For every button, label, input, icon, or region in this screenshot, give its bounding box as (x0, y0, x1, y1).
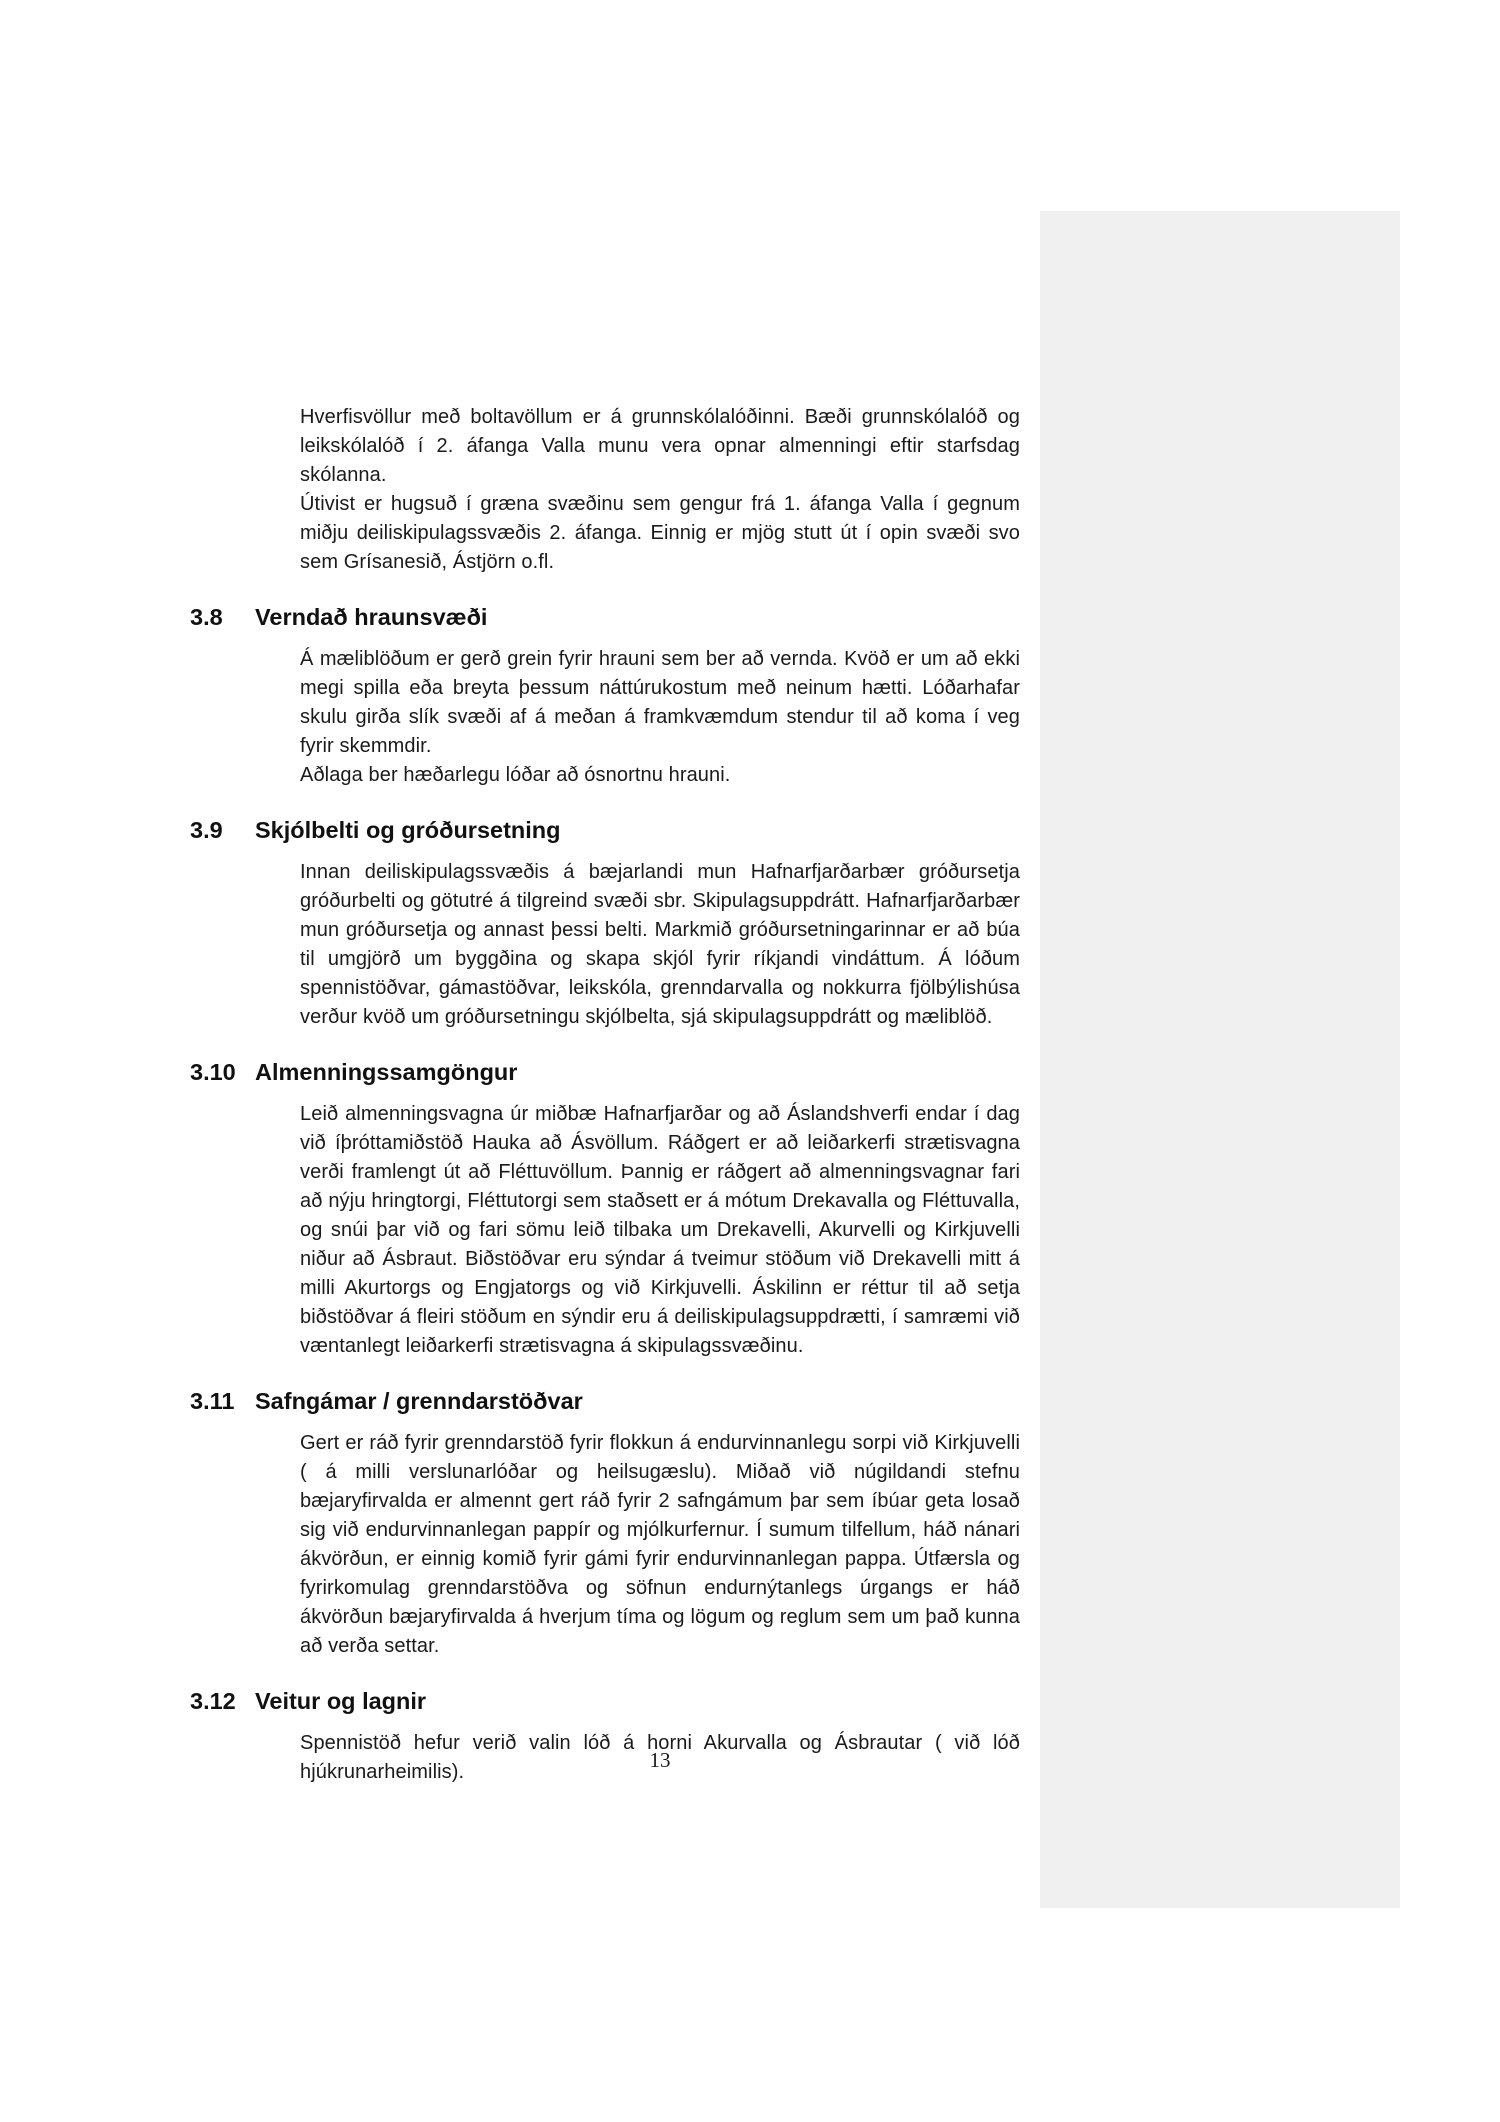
section-heading (190, 1388, 1020, 1415)
section-3-10 (190, 1059, 1020, 1361)
section-paragraph: Aðlaga ber hæðarlegu lóðar að ósnortnu hrauni. (300, 764, 731, 786)
section-title: Safngámar / grenndarstöðvar (255, 1388, 583, 1414)
section-3-9 (190, 817, 1020, 1032)
section-paragraph: Innan deiliskipulagssvæðis á bæjarlandi mun Hafnarfjarðarbær gróðursetja gróðurbelti og götutré á tilgreind svæði sbr. Skipulagsuppdrátt. Hafnarfjarðarbær mun gróðursetja og annast þessi belti. Markmið gróðursetningarinnar er að búa til umgjörð um byggðina og skapa skjól fyrir ríkjandi vindáttum. Á lóðum spennistöðvar, gámastöðvar, leikskóla, grenndarvalla og nokkurra fjölbýlishúsa verður kvöð um gróðursetningu skjólbelta, sjá skipulagsuppdrátt og mæliblöð. (300, 861, 1020, 1028)
section-number: 3.11 (190, 1388, 235, 1414)
section-paragraph: Leið almenningsvagna úr miðbæ Hafnarfjarðar og að Áslandshverfi endar í dag við íþróttamiðstöð Hauka að Ásvöllum. Ráðgert er að leiðarkerfi strætisvagna verði framlengt út að Fléttuvöllum. Þannig er ráðgert að almenningsvagnar fari að nýju hringtorgi, Fléttutorgi sem staðsett er á mótum Drekavalla og Fléttuvalla, og snúi þar við og fari sömu leið tilbaka um Drekavelli, Akurvelli og Kirkjuvelli niður að Ásbraut. Biðstöðvar eru sýndar á tveimur stöðum við Drekavelli mitt á milli Akurtorgs og Engjatorgs og við Kirkjuvelli. Áskilinn er réttur til að setja biðstöðvar á fleiri stöðum en sýndir eru á deiliskipulagsuppdrætti, í samræmi við væntanlegt leiðarkerfi strætisvagna á skipulagssvæðinu. (300, 1103, 1020, 1357)
section-title: Skjólbelti og gróðursetning (255, 817, 561, 843)
page-content (190, 403, 1020, 1787)
section-number: 3.10 (190, 1059, 236, 1085)
section-title: Veitur og lagnir (255, 1688, 427, 1714)
section-heading (190, 1059, 1020, 1086)
section-number: 3.9 (190, 817, 223, 843)
section-number: 3.8 (190, 604, 223, 630)
intro-block (190, 403, 1020, 577)
section-3-8 (190, 604, 1020, 790)
section-number: 3.12 (190, 1688, 236, 1714)
section-heading (190, 817, 1020, 844)
intro-paragraph: Hverfisvöllur með boltavöllum er á grunnskólalóðinni. Bæði grunnskólalóð og leikskólalóð í 2. áfanga Valla munu vera opnar almenningi eftir starfsdag skólanna. (300, 406, 1020, 486)
section-3-11 (190, 1388, 1020, 1661)
section-heading (190, 1688, 1020, 1715)
section-paragraph: Á mæliblöðum er gerð grein fyrir hrauni sem ber að vernda. Kvöð er um að ekki megi spilla eða breyta þessum náttúrukostum með neinum hætti. Lóðarhafar skulu girða slík svæði af á meðan á framkvæmdum stendur til að koma í veg fyrir skemmdir. (300, 648, 1020, 757)
section-paragraph: Gert er ráð fyrir grenndarstöð fyrir flokkun á endurvinnanlegu sorpi við Kirkjuvelli ( á milli verslunarlóðar og heilsugæslu). Miðað við núgildandi stefnu bæjaryfirvalda er almennt gert ráð fyrir 2 safngámum þar sem íbúar geta losað sig við endurvinnanlegan pappír og mjólkurfernur. Í sumum tilfellum, háð nánari ákvörðun, er einnig komið fyrir gámi fyrir endurvinnanlegan pappa. Útfærsla og fyrirkomulag grenndarstöðva og söfnun endurnýtanlegs úrgangs er háð ákvörðun bæjaryfirvalda á hverjum tíma og lögum og reglum sem um það kunna að verða settar. (300, 1432, 1020, 1657)
section-title: Almenningssamgöngur (255, 1059, 518, 1085)
section-paragraph: Spennistöð hefur verið valin lóð á horni Akurvalla og Ásbrautar ( við lóð hjúkrunarheimilis). (300, 1732, 1020, 1783)
page-number: 13 (649, 1748, 671, 1772)
section-title: Verndað hraunsvæði (255, 604, 488, 630)
scan-artifact-panel (1040, 211, 1400, 1908)
intro-paragraph: Útivist er hugsuð í græna svæðinu sem gengur frá 1. áfanga Valla í gegnum miðju deiliskipulagssvæðis 2. áfanga. Einnig er mjög stutt út í opin svæði svo sem Grísanesið, Ástjörn o.fl. (300, 493, 1020, 573)
section-heading (190, 604, 1020, 631)
